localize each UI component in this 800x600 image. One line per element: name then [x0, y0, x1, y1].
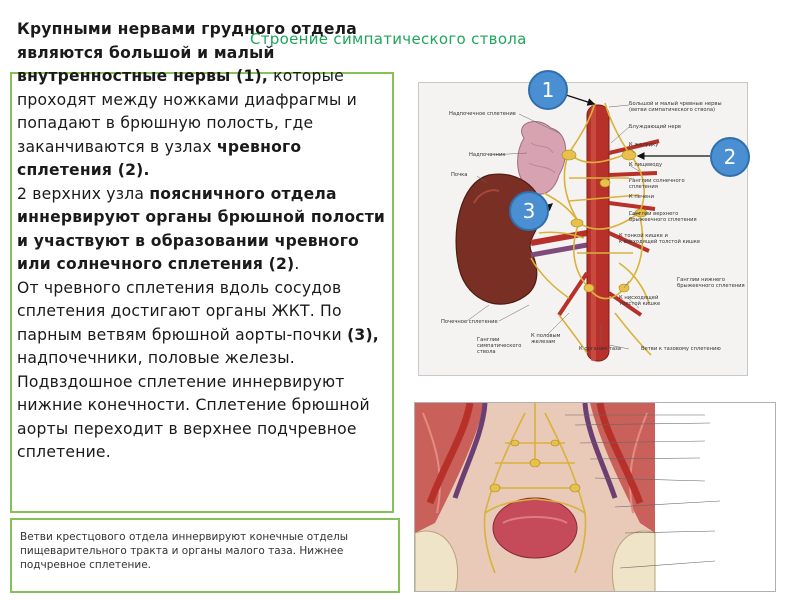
sympathetic-trunk-diagram [418, 82, 748, 376]
text-bold: (3), [347, 325, 379, 344]
label-line: к восходящей толстой кишке [619, 239, 701, 245]
main-text-block [17, 18, 395, 465]
text-bold: чревного сплетения (2). [17, 137, 302, 179]
label-pelvic-organs: К органам таза [579, 346, 621, 352]
label-line: сплетения [629, 184, 658, 190]
text-bold: Крупными нервами грудного отдела являются большой и малый внутренностные нервы (1), [17, 20, 357, 85]
label-sup-mesenteric [629, 211, 697, 223]
label-esophagus: К пищеводу [629, 162, 663, 168]
bladder [493, 498, 577, 558]
label-line: брыжеечного сплетения [629, 217, 697, 223]
label-descending-colon [619, 295, 660, 307]
text-bold: поясничного отдела иннервируют органы брюшной полости и участвуют в образовании чревного или солнечного сплетения (2) [17, 184, 386, 273]
label-line: симпатического [477, 343, 522, 349]
callout-1: 1 [528, 70, 568, 110]
label-adrenal: Надпочечник [469, 152, 506, 158]
label-line: Ганглии солнечного [629, 178, 685, 184]
label-line: (ветви симпатического ствола) [629, 107, 716, 113]
label-pelvic-plexus: Ветви к тазовому сплетению [641, 346, 721, 352]
label-line: ствола [477, 349, 496, 355]
label-stomach: К желудку [629, 142, 659, 148]
label-line: К половым [531, 333, 561, 339]
label-liver: К печени [629, 194, 654, 200]
label-line: Ганглии верхнего [629, 211, 679, 217]
label-kidney: Почка [451, 172, 468, 178]
pelvis-drawing [415, 403, 776, 592]
label-sympathetic-trunk [477, 337, 521, 355]
diagram-illustration [419, 83, 749, 377]
label-line: железам [531, 339, 556, 345]
text-normal: От чревного сплетения вдоль сосудов сплетения достигают органы ЖКТ. По парным ветвям брюшной аорты-почки [17, 278, 348, 344]
label-line: К нисходящей [619, 295, 659, 301]
slide-title: Строение симпатического ствола [250, 30, 527, 48]
text-normal: . [294, 255, 300, 273]
text-normal: которые проходят между ножками диафрагмы и попадают в брюшную полость, где заканчиваются в узлах [17, 67, 358, 156]
text-normal: надпочечники, половые железы. Подвздошное сплетение иннервируют нижние конечности. Сплетение брюшной аорты переходит в верхнее подчревное сплетение. [17, 349, 370, 461]
label-line: Большой и малый чревные нервы [629, 101, 722, 107]
label-line: толстой кишке [619, 301, 661, 307]
label-line: брыжеечного сплетения [677, 283, 745, 289]
label-line: К тонкой кишке и [619, 233, 668, 239]
label-line: Ганглии нижнего [677, 277, 726, 283]
caption-text: Ветви крестцового отдела иннервируют конечные отделы пищеварительного тракта и органы малого таза. Нижнее подчревное сплетение. [20, 531, 349, 571]
callout-3: 3 [509, 191, 549, 231]
label-small-intestine [619, 233, 700, 245]
label-line: Ганглии [477, 337, 500, 343]
callout-2: 2 [710, 137, 750, 177]
label-renal-plexus: Почечное сплетение [441, 319, 498, 325]
label-inf-mesenteric [677, 277, 745, 289]
paragraph-celiac-branches [17, 277, 395, 465]
caption-box [10, 518, 400, 593]
label-celiac-ganglia [629, 178, 685, 190]
aorta [587, 105, 609, 361]
label-splanchnic-nerves [629, 101, 722, 113]
label-adrenal-plexus: Надпочечное сплетение [449, 111, 516, 117]
label-vagus: Блуждающий нерв [629, 124, 681, 130]
paragraph-greater-splanchnic [17, 18, 395, 183]
text-normal: 2 верхних узла [17, 184, 150, 203]
renal-artery [531, 233, 587, 243]
pelvic-plexus-illustration [414, 402, 776, 592]
label-gonads [531, 333, 560, 345]
paragraph-lumbar [17, 183, 395, 277]
